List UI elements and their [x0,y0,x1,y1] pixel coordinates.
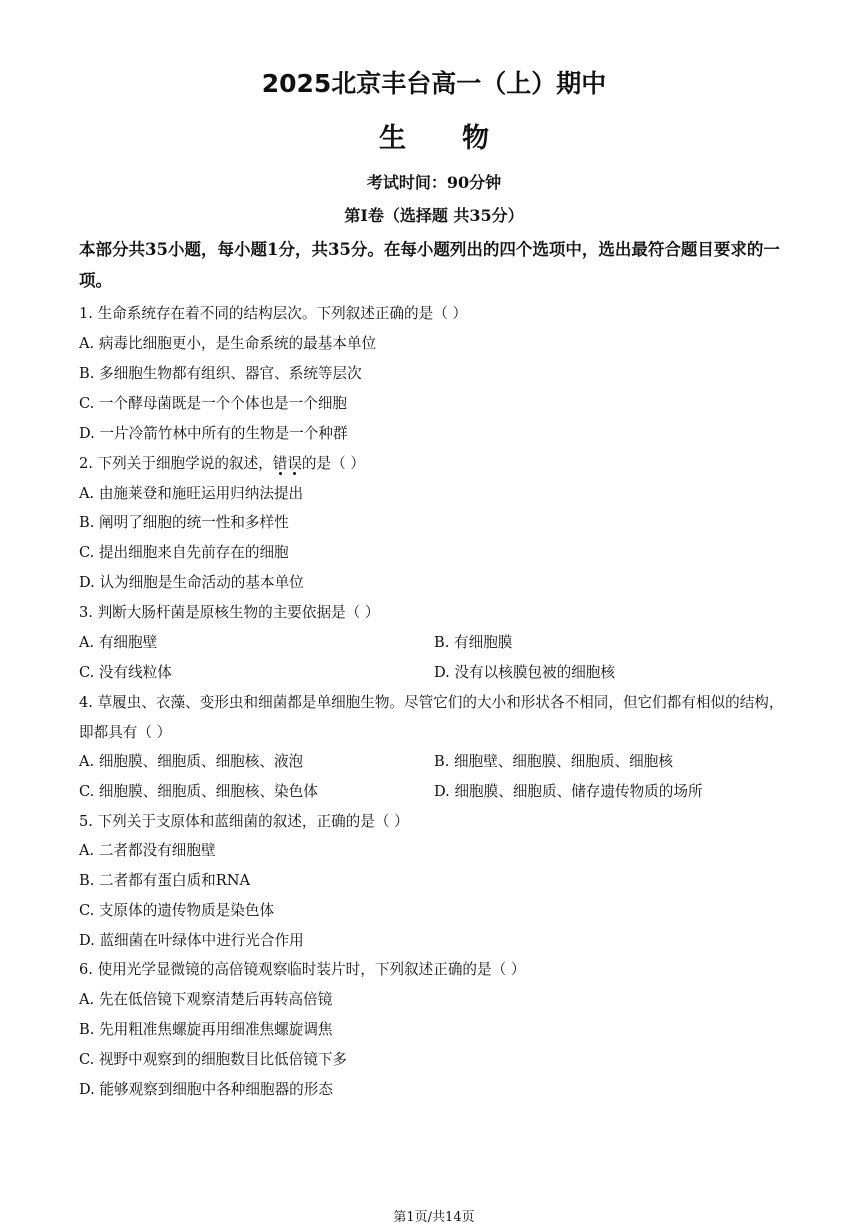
question-6-stem: 6. 使用光学显微镜的高倍镜观察临时装片时，下列叙述正确的是（ ） [79,961,526,978]
section-title: 第I卷（选择题 共35分） [344,206,524,225]
question-4-stem: 4. 草履虫、衣藻、变形虫和细菌都是单细胞生物。尽管它们的大小和形状各不相同，但它们都有相似的结构，即都具有（ ） [79,694,784,741]
question-1-option-a: A. 病毒比细胞更小，是生命系统的最基本单位 [79,335,377,352]
emphasis-char-1: 错 [272,455,288,472]
question-6-option-a: A. 先在低倍镜下观察清楚后再转高倍镜 [79,991,333,1008]
question-5-option-c: C. 支原体的遗传物质是染色体 [79,902,275,919]
emphasis-char-2: 误 [287,455,302,472]
question-4-option-a: A. 细胞膜、细胞质、细胞核、液泡 [79,753,304,770]
question-1-option-c: C. 一个酵母菌既是一个个体也是一个细胞 [79,395,348,412]
question-3-option-a: A. 有细胞壁 [79,634,158,651]
question-3-option-b: B. 有细胞膜 [434,634,513,651]
question-3-stem: 3. 判断大肠杆菌是原核生物的主要依据是（ ） [79,604,380,621]
exam-time: 考试时间：90分钟 [366,173,502,192]
question-1-option-b: B. 多细胞生物都有组织、器官、系统等层次 [79,365,362,382]
subject-title [0,116,868,155]
question-2-option-a: A. 由施莱登和施旺运用归纳法提出 [79,485,304,502]
page-number: 第1页/共14页 [393,1210,475,1225]
question-5-option-b: B. 二者都有蛋白质和RNA [79,872,251,889]
question-6-option-b: B. 先用粗准焦螺旋再用细准焦螺旋调焦 [79,1021,333,1038]
subject-char-1: 生 [379,123,406,154]
subject-char-2: 物 [462,123,489,154]
question-1-option-d: D. 一片冷箭竹林中所有的生物是一个种群 [79,425,348,442]
question-5-option-a: A. 二者都没有细胞壁 [79,842,216,859]
question-2-option-b: B. 阐明了细胞的统一性和多样性 [79,514,289,531]
question-2-option-d: D. 认为细胞是生命活动的基本单位 [79,574,304,591]
exam-title: 2025北京丰台高一（上）期中 [261,69,607,98]
question-6-option-c: C. 视野中观察到的细胞数目比低倍镜下多 [79,1051,348,1068]
question-2-option-c: C. 提出细胞来自先前存在的细胞 [79,544,289,561]
question-4-option-c: C. 细胞膜、细胞质、细胞核、染色体 [79,783,318,800]
question-3-option-c: C. 没有线粒体 [79,664,172,681]
question-5-option-d: D. 蓝细菌在叶绿体中进行光合作用 [79,932,304,949]
question-4-option-b: B. 细胞壁、细胞膜、细胞质、细胞核 [434,753,673,770]
question-2-stem-end: 的是（ ） [301,455,365,472]
question-4-option-d: D. 细胞膜、细胞质、储存遗传物质的场所 [434,783,703,800]
question-1-stem: 1. 生命系统存在着不同的结构层次。下列叙述正确的是（ ） [79,305,468,322]
section-instructions: 本部分共35小题，每小题1分，共35分。在每小题列出的四个选项中，选出最符合题目要求的一项。 [79,240,780,290]
question-3-option-d: D. 没有以核膜包被的细胞核 [434,664,615,681]
question-2-stem-start: 2. 下列关于细胞学说的叙述， [79,455,273,472]
question-5-stem: 5. 下列关于支原体和蓝细菌的叙述，正确的是（ ） [79,813,409,830]
question-2-stem [79,449,791,479]
question-6-option-d: D. 能够观察到细胞中各种细胞器的形态 [79,1081,333,1098]
